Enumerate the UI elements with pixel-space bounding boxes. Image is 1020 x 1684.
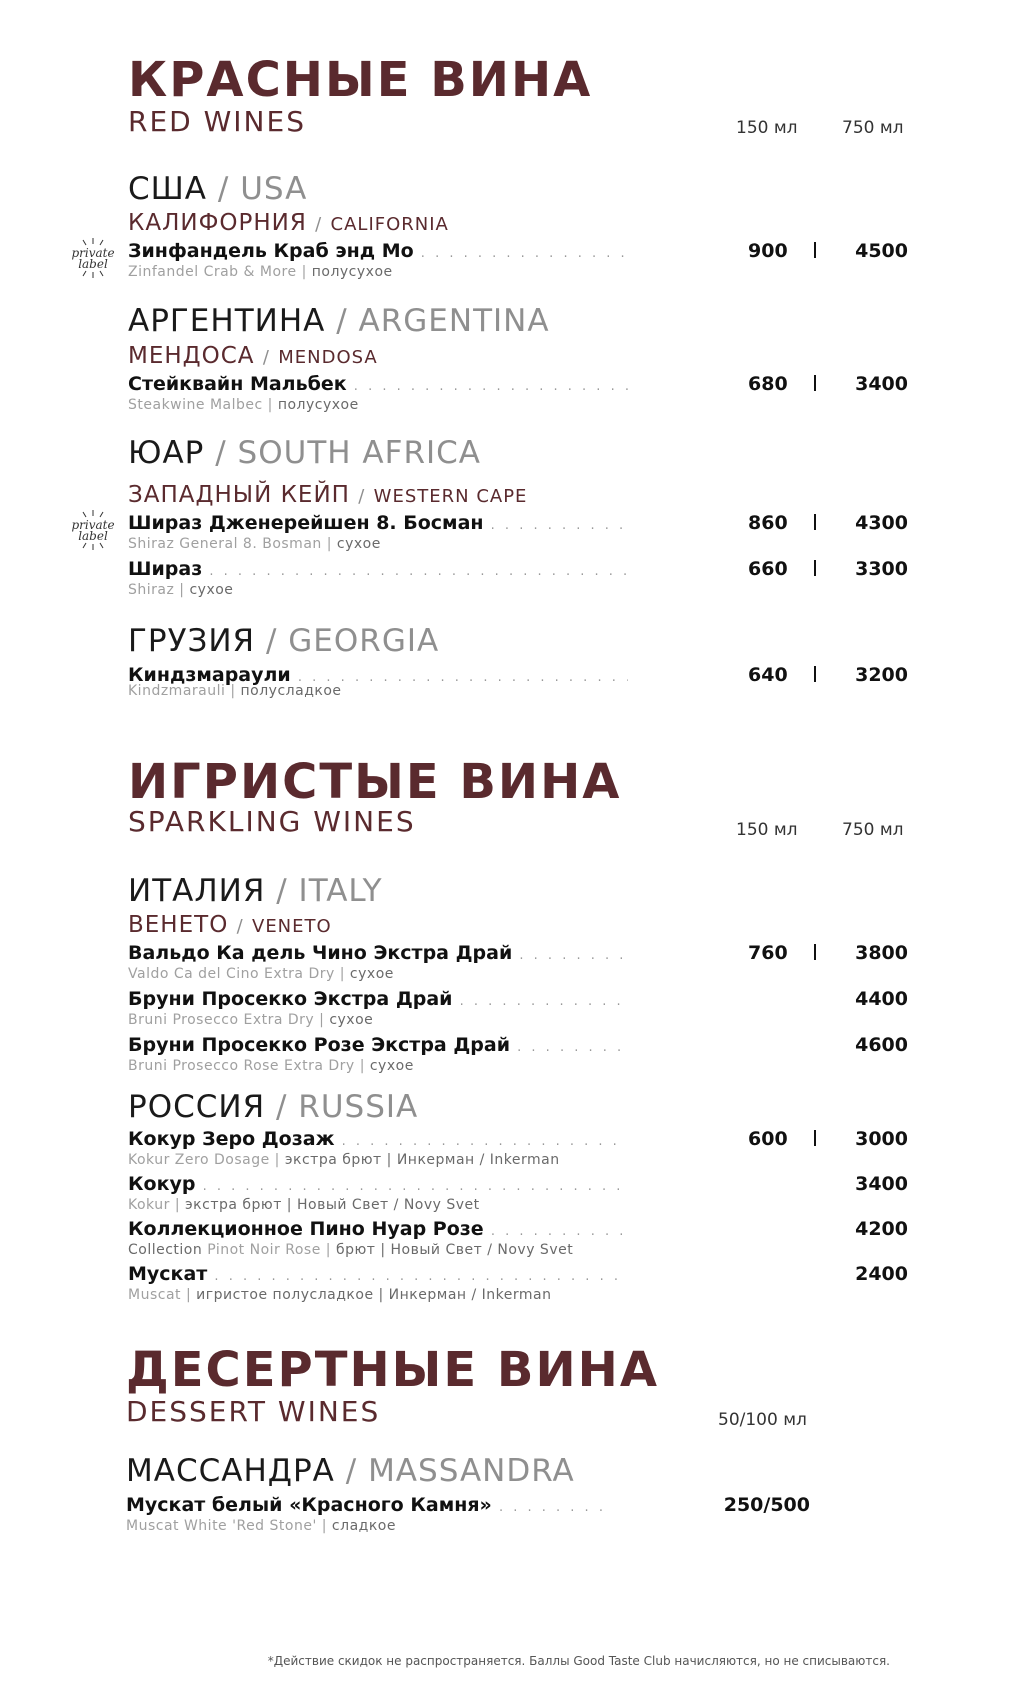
price-divider [814,560,816,576]
country-argentina [128,303,550,339]
wine-item-muscat-white [126,1494,810,1538]
sparkling-volume-750: 750 мл [842,820,904,840]
price-bottle: 4200 [855,1218,908,1240]
separator: / [275,1089,288,1125]
wine-item-bruni-prosecco-rose [128,1034,908,1078]
price-divider [814,514,816,530]
wine-name: Зинфандель Краб энд Мо . . . [128,240,628,265]
wine-description: Kokur | экстра брют | Новый Свет / Novy Svet [128,1197,480,1213]
price-glass: 860 [748,512,788,534]
wine-name: Шираз . . . [128,558,628,583]
wine-name: Вальдо Ка дель Чино Экстра Драй . . . [128,942,628,967]
price-divider [814,375,816,391]
price-divider [814,666,816,682]
wine-description: Bruni Prosecco Rose Extra Dry | сухое [128,1058,414,1074]
red-volume-750: 750 мл [842,118,904,138]
wine-description: Bruni Prosecco Extra Dry | сухое [128,1012,374,1028]
country-usa [128,171,308,207]
price-glass: 760 [748,942,788,964]
sparkling-wines-subtitle: SPARKLING WINES [128,805,416,838]
wine-description: Shiraz | сухое [128,582,234,598]
dessert-wines-subtitle: DESSERT WINES [126,1395,381,1428]
country-en: ITALY [298,873,383,909]
region-ru: ВЕНЕТО [128,912,229,938]
dessert-wines-title: ДЕСЕРТНЫЕ ВИНА [126,1342,659,1398]
wine-item-kindzmarauli [128,664,908,708]
country-russia [128,1089,419,1125]
region-veneto [128,914,332,937]
separator: / [358,486,366,507]
wine-name: Мускат . . . [128,1263,628,1288]
wine-item-zinfandel [128,240,908,284]
wine-description: Valdo Ca del Cino Extra Dry | сухое [128,966,394,982]
wine-description: Steakwine Malbec | полусухое [128,397,359,413]
separator: / [217,171,230,207]
region-western-cape [128,484,527,507]
wine-item-malbec [128,373,908,417]
price-bottle: 3200 [855,664,908,686]
price-glass: 640 [748,664,788,686]
separator: / [345,1453,358,1489]
region-en: WESTERN CAPE [373,486,528,507]
footnote: *Действие скидок не распространяется. Баллы Good Taste Club начисляются, но не списываются. [267,1654,890,1668]
country-en: ARGENTINA [358,303,550,339]
country-ru: ЮАР [128,435,205,471]
country-en: GEORGIA [288,623,440,659]
price-bottle: 3300 [855,558,908,580]
red-wines-subtitle: RED WINES [128,105,306,138]
region-en: MENDOSA [278,347,378,368]
price-bottle: 3000 [855,1128,908,1150]
separator: / [265,623,278,659]
country-ru: МАССАНДРА [126,1453,335,1489]
region-ru: МЕНДОСА [128,343,255,369]
country-en: RUSSIA [298,1089,419,1125]
wine-description: Collection Pinot Noir Rose | брют | Новый Свет / Novy Svet [128,1242,574,1258]
wine-description: Muscat | игристое полусладкое | Инкерман / Inkerman [128,1287,552,1303]
price-bottle: 3400 [855,373,908,395]
wine-item-kokur-zero [128,1128,908,1172]
price-glass: 900 [748,240,788,262]
wine-item-kokur [128,1173,908,1217]
separator: / [236,916,244,937]
separator: / [336,303,348,339]
separator: / [276,873,288,909]
country-ru: АРГЕНТИНА [128,303,326,339]
country-massandra [126,1453,575,1489]
region-california [128,212,449,235]
wine-name: Кокур Зеро Дозаж . . . [128,1128,628,1153]
country-ru: ИТАЛИЯ [128,873,266,909]
sparkling-volume-150: 150 мл [736,820,798,840]
wine-name: Бруни Просекко Розе Экстра Драй . . . [128,1034,628,1059]
region-en: CALIFORNIA [330,214,449,235]
price-glass: 660 [748,558,788,580]
price-bottle: 4300 [855,512,908,534]
private-label-badge [68,236,118,280]
wine-name: Шираз Дженерейшен 8. Босман . . . [128,512,628,537]
price-dessert: 250/500 [723,1494,810,1516]
country-en: SOUTH AFRICA [237,435,481,471]
region-mendosa [128,345,378,368]
price-bottle: 4500 [855,240,908,262]
price-glass: 680 [748,373,788,395]
price-bottle: 3400 [855,1173,908,1195]
wine-description: Kokur Zero Dosage | экстра брют | Инкерман / Inkerman [128,1152,560,1168]
dessert-volume: 50/100 мл [718,1410,807,1430]
country-ru: РОССИЯ [128,1089,266,1125]
separator: / [215,435,227,471]
wine-name: Бруни Просекко Экстра Драй . . . [128,988,628,1013]
badge-text: private label [71,246,115,271]
wine-item-muscat-sparkling [128,1263,908,1307]
country-ru: США [128,171,208,207]
separator: / [315,214,323,235]
wine-name: Киндзмараули . . . [128,664,628,689]
wine-description: Kindzmarauli | полусладкое [128,683,342,699]
country-south-africa [128,435,481,471]
country-georgia [128,623,440,659]
region-ru: КАЛИФОРНИЯ [128,210,307,236]
country-en: USA [240,171,308,207]
price-bottle: 2400 [855,1263,908,1285]
wine-name: Мускат белый «Красного Камня» . . . [126,1494,610,1519]
wine-item-shiraz-generation [128,512,908,556]
price-glass: 600 [748,1128,788,1150]
wine-name: Кокур . . . [128,1173,628,1198]
wine-description: Zinfandel Crab & More | полусухое [128,264,393,280]
wine-item-shiraz [128,558,908,602]
wine-description: Muscat White 'Red Stone' | сладкое [126,1518,396,1534]
price-bottle: 4600 [855,1034,908,1056]
price-divider [814,944,816,960]
price-bottle: 3800 [855,942,908,964]
price-bottle: 4400 [855,988,908,1010]
country-italy [128,873,383,909]
wine-name: Стейквайн Мальбек . . . [128,373,628,398]
region-en: VENETO [252,916,332,937]
red-volume-150: 150 мл [736,118,798,138]
wine-item-pinot-noir-rose [128,1218,908,1262]
red-wines-title: КРАСНЫЕ ВИНА [128,52,593,108]
wine-item-bruni-prosecco [128,988,908,1032]
country-en: MASSANDRA [368,1453,575,1489]
wine-name: Коллекционное Пино Нуар Розе . . . [128,1218,628,1243]
badge-text: private label [71,518,115,543]
price-divider [814,242,816,258]
wine-item-valdo [128,942,908,986]
country-ru: ГРУЗИЯ [128,623,256,659]
separator: / [262,347,270,368]
price-divider [814,1130,816,1146]
region-ru: ЗАПАДНЫЙ КЕЙП [128,482,350,508]
wine-description: Shiraz General 8. Bosman | сухое [128,536,381,552]
sparkling-wines-title: ИГРИСТЫЕ ВИНА [128,754,622,810]
private-label-badge [68,508,118,552]
